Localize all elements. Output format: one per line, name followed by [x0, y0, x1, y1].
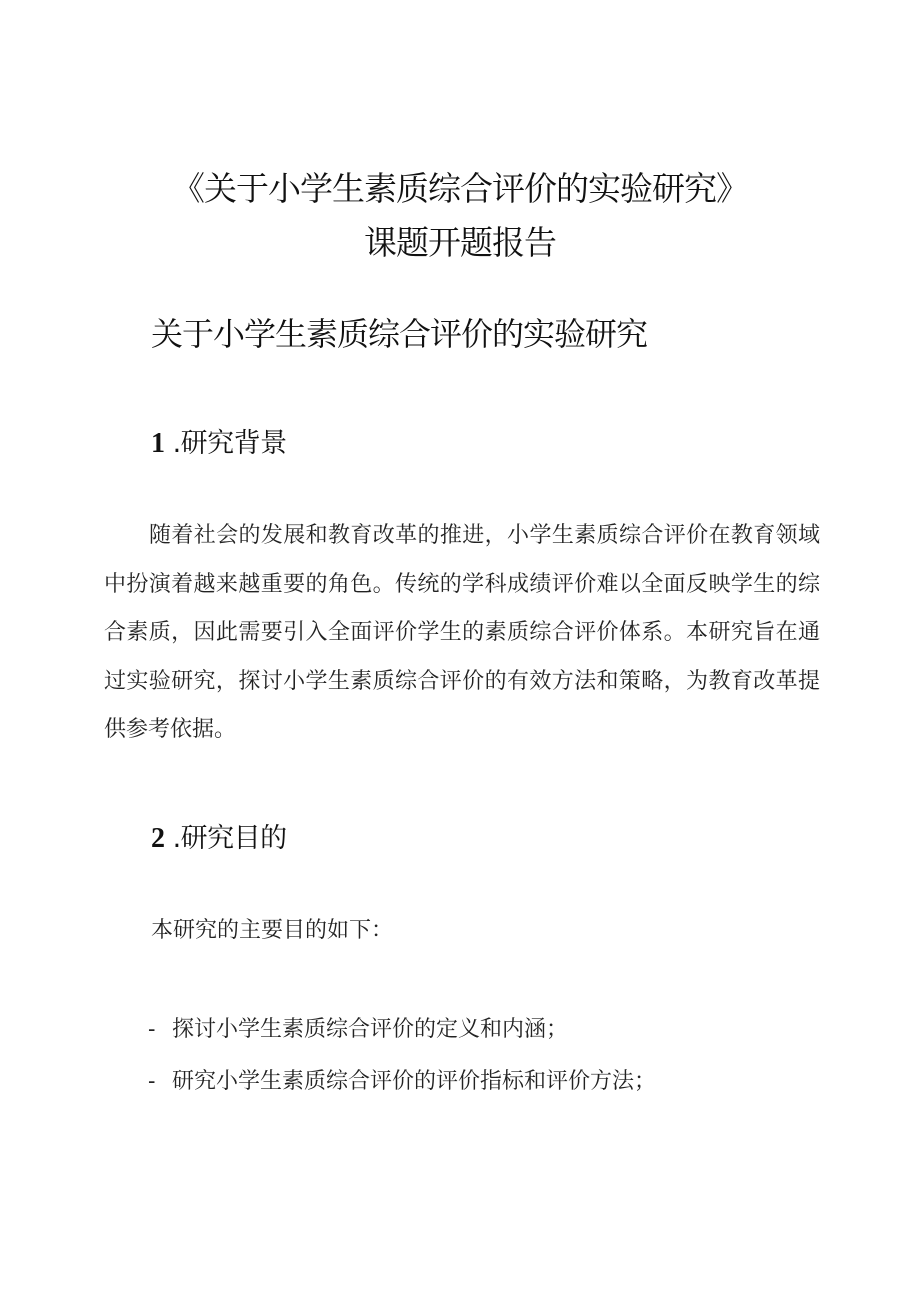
list-item	[148, 1008, 656, 1060]
section-title: .研究目的	[172, 823, 287, 854]
document-title-line-2: 课题开题报告	[364, 223, 556, 262]
research-subject-heading: 关于小学生素质综合评价的实验研究	[151, 315, 648, 353]
list-item	[148, 1060, 656, 1112]
section-heading-background	[151, 425, 287, 463]
list-item-text: 探讨小学生素质综合评价的定义和内涵；	[172, 1017, 569, 1042]
list-dash: -	[148, 1069, 156, 1094]
list-dash: -	[148, 1017, 156, 1042]
background-paragraph: 随着社会的发展和教育改革的推进，小学生素质综合评价在教育领域中扮演着越来越重要的角色。传统的学科成绩评价难以全面反映学生的综合素质，因此需要引入全面评价学生的素质综合评价体系。本研究旨在通过实验研究，探讨小学生素质综合评价的有效方法和策略，为教育改革提供参考依据。	[104, 523, 820, 742]
section-number: 1	[151, 428, 165, 459]
section-title: .研究背景	[172, 428, 287, 459]
objectives-intro: 本研究的主要目的如下：	[151, 918, 394, 943]
document-title-line-1: 《关于小学生素质综合评价的实验研究》	[172, 169, 748, 208]
section-heading-objectives	[151, 820, 287, 858]
objectives-list	[148, 1008, 656, 1112]
section-number: 2	[151, 823, 165, 854]
list-item-text: 研究小学生素质综合评价的评价指标和评价方法；	[172, 1069, 657, 1094]
